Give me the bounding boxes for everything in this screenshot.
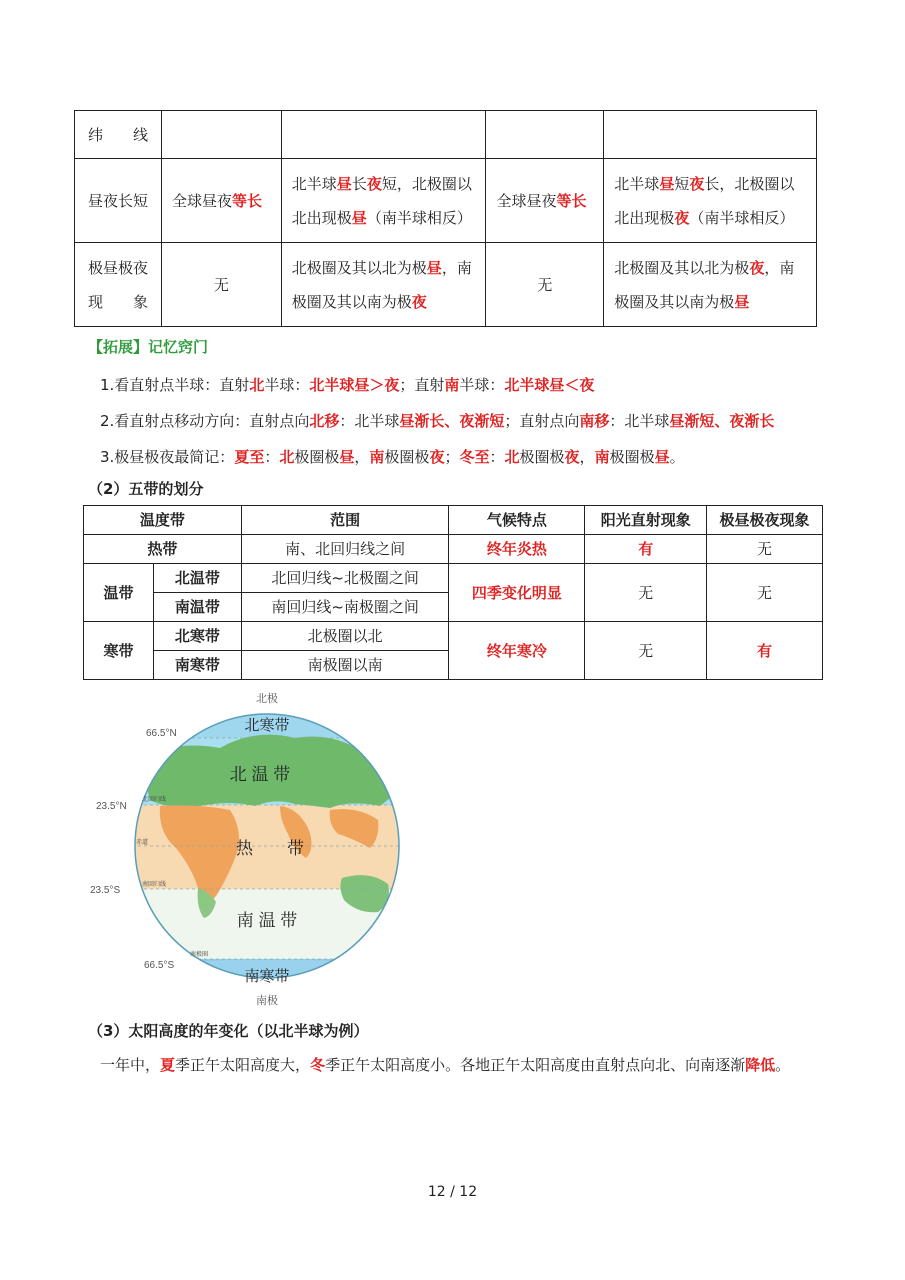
tip-text: 半球： <box>459 376 505 394</box>
para-text: 季正午太阳高度小。各地正午太阳高度由直射点向北、向南逐渐 <box>325 1056 746 1074</box>
tip-text: ： <box>489 448 505 466</box>
para-text: 。 <box>775 1056 791 1074</box>
cell-text: 北极圈及其以北为极 <box>614 258 750 277</box>
row-label-latitude <box>75 111 162 159</box>
highlight-text: 夜 <box>411 292 427 311</box>
cell-text: ，南极圈及其以南为极 <box>614 258 795 311</box>
table-cell <box>161 111 281 159</box>
five-zones-globe <box>80 688 440 1012</box>
table-cell <box>161 159 281 243</box>
tip-text: ， <box>579 448 595 466</box>
cell-text: 无 <box>537 275 553 294</box>
col-header: 范围 <box>241 506 449 535</box>
south-temperate-zone-label: 南 温 带 <box>236 911 298 930</box>
table-cell <box>161 243 281 327</box>
highlight-text: 北半球昼＜夜 <box>504 376 595 394</box>
highlight-text: 夜 <box>749 258 765 277</box>
cell-text: （南半球相反） <box>689 208 795 227</box>
page-number: 12 / 12 <box>427 1184 478 1200</box>
equator-label: 赤道 <box>136 840 149 846</box>
tip-line-2 <box>100 403 774 439</box>
table-cell <box>604 111 817 159</box>
tip-text: ；直射点向 <box>504 412 580 430</box>
cell-text: 短 <box>674 174 690 193</box>
cell-text: （南半球相反） <box>366 208 472 227</box>
table-row <box>75 159 817 243</box>
north-temperate-zone-label: 北 温 带 <box>229 765 291 784</box>
lat-235s-label: 23.5°S <box>90 885 121 896</box>
table-cell <box>604 243 817 327</box>
cell-text: 昼夜长短 <box>87 191 148 210</box>
solar-altitude-paragraph <box>100 1054 790 1075</box>
highlight-text: 夜 <box>674 208 690 227</box>
tip-text: 极圈极 <box>294 448 340 466</box>
cell-text: 无 <box>213 275 229 294</box>
zone-name: 热带 <box>84 535 242 564</box>
zone-range: 北回归线~北极圈之间 <box>241 564 449 593</box>
zone-range: 北极圈以北 <box>241 622 449 651</box>
zone-polar: 有 <box>707 622 823 680</box>
tip-text: 极圈极 <box>384 448 430 466</box>
tips-heading: 记忆窍门 <box>148 338 209 356</box>
lat-235n-label: 23.5°N <box>96 801 127 812</box>
highlight-text: 昼渐长、夜渐短 <box>399 412 505 430</box>
table-row <box>84 535 823 564</box>
highlight-text: 夜 <box>564 448 580 466</box>
table-cell <box>486 111 604 159</box>
tips-title <box>88 336 774 357</box>
cell-text: 全球昼夜 <box>171 191 232 210</box>
subzone-name: 北温带 <box>153 564 241 593</box>
highlight-text: 北 <box>249 376 265 394</box>
table-cell <box>486 159 604 243</box>
table-cell <box>281 111 486 159</box>
highlight-text: 夏至 <box>234 448 265 466</box>
tropic-south-label: 南回归线 <box>142 882 167 888</box>
highlight-text: 等长 <box>556 191 587 210</box>
highlight-text: 夜 <box>366 174 382 193</box>
table-row <box>84 564 823 593</box>
tip-line-3 <box>100 439 774 475</box>
highlight-text: 昼 <box>426 258 442 277</box>
highlight-text: 昼 <box>734 292 750 311</box>
table-cell <box>281 159 486 243</box>
tip-text: ： <box>264 448 280 466</box>
solstice-table <box>74 110 817 327</box>
cell-text: 长 <box>351 174 367 193</box>
zone-direct: 有 <box>585 535 707 564</box>
cell-text: 现 象 <box>87 292 148 311</box>
highlight-text: 北 <box>504 448 520 466</box>
south-pole-label: 南极 <box>256 995 278 1007</box>
highlight-text: 夜 <box>429 448 445 466</box>
subzone-name: 南温带 <box>153 593 241 622</box>
highlight-text: 南 <box>369 448 385 466</box>
cell-text: 北半球 <box>614 174 660 193</box>
section-heading-solar-altitude: （3）太阳高度的年变化（以北半球为例） <box>88 1022 369 1040</box>
highlight-text: 昼 <box>339 448 355 466</box>
zone-polar: 无 <box>707 564 823 622</box>
cell-text: 短，北极圈以北出现极 <box>291 174 472 227</box>
zone-name: 温带 <box>84 564 154 622</box>
hot-zone-label: 热 带 <box>236 839 304 858</box>
highlight-text: 北 <box>279 448 295 466</box>
tip-text: 半球： <box>264 376 310 394</box>
table-cell <box>486 243 604 327</box>
zone-name: 寒带 <box>84 622 154 680</box>
cell-text: 北半球 <box>291 174 337 193</box>
col-header: 温度带 <box>84 506 242 535</box>
highlight-text: 北移 <box>309 412 340 430</box>
highlight-text: 夏 <box>160 1056 176 1074</box>
table-cell <box>604 159 817 243</box>
highlight-text: 夜 <box>689 174 705 193</box>
tip-text: 极圈极 <box>609 448 655 466</box>
cell-text: 全球昼夜 <box>496 191 557 210</box>
highlight-text: 北半球昼＞夜 <box>309 376 400 394</box>
zone-range: 南极圈以南 <box>241 651 449 680</box>
tip-text: 3.极昼极夜最简记： <box>100 448 235 466</box>
zone-climate: 终年炎热 <box>449 535 585 564</box>
row-label-polar <box>75 243 162 327</box>
tip-text: 。 <box>669 448 685 466</box>
zone-range: 南回归线~南极圈之间 <box>241 593 449 622</box>
highlight-text: 昼 <box>659 174 675 193</box>
col-header: 气候特点 <box>449 506 585 535</box>
section-heading-five-zones: （2）五带的划分 <box>88 480 204 498</box>
cell-text: 长，北极圈以北出现极 <box>614 174 795 227</box>
tip-text: ：北半球 <box>609 412 670 430</box>
table-row <box>75 243 817 327</box>
zone-climate: 四季变化明显 <box>449 564 585 622</box>
north-cold-zone-label: 北寒带 <box>244 717 290 734</box>
highlight-text: 南 <box>444 376 460 394</box>
highlight-text: 南移 <box>579 412 610 430</box>
subzone-name: 北寒带 <box>153 622 241 651</box>
north-pole-label: 北极 <box>256 693 278 705</box>
row-label-day-night <box>75 159 162 243</box>
cell-text: ，南极圈及其以南为极 <box>291 258 472 311</box>
lat-665s-label: 66.5°S <box>144 960 175 971</box>
table-header-row <box>84 506 823 535</box>
cell-text: 北极圈及其以北为极 <box>291 258 427 277</box>
col-header: 阳光直射现象 <box>585 506 707 535</box>
tropic-north-label: 北回归线 <box>142 797 167 803</box>
tip-text: ：北半球 <box>339 412 400 430</box>
antarctic-circle-label: 南极圈 <box>190 952 209 958</box>
tip-line-1 <box>100 367 774 403</box>
highlight-text: 昼 <box>336 174 352 193</box>
zone-climate: 终年寒冷 <box>449 622 585 680</box>
highlight-text: 昼 <box>351 208 367 227</box>
memory-tips <box>88 336 774 475</box>
cell-text: 极昼极夜 <box>87 258 148 277</box>
highlight-text: 冬 <box>310 1056 326 1074</box>
highlight-text: 南 <box>594 448 610 466</box>
table-row <box>84 622 823 651</box>
zone-polar: 无 <box>707 535 823 564</box>
south-cold-zone-label: 南寒带 <box>244 968 290 985</box>
tips-tag: 【拓展】 <box>88 338 149 356</box>
tip-text: ； <box>444 448 460 466</box>
subzone-name: 南寒带 <box>153 651 241 680</box>
highlight-text: 降低 <box>745 1056 776 1074</box>
highlight-text: 昼渐短、夜渐长 <box>669 412 775 430</box>
tip-text: ；直射 <box>399 376 445 394</box>
lat-665n-label: 66.5°N <box>146 728 177 739</box>
zone-direct: 无 <box>585 622 707 680</box>
tip-text: ， <box>354 448 370 466</box>
zone-range: 南、北回归线之间 <box>241 535 449 564</box>
tip-text: 1.看直射点半球：直射 <box>100 376 250 394</box>
cell-text: 纬 线 <box>87 125 148 144</box>
para-text: 一年中， <box>100 1056 161 1074</box>
five-zones-table <box>83 505 823 680</box>
table-row <box>75 111 817 159</box>
highlight-text: 昼 <box>654 448 670 466</box>
highlight-text: 等长 <box>231 191 262 210</box>
highlight-text: 冬至 <box>459 448 490 466</box>
para-text: 季正午太阳高度大， <box>175 1056 311 1074</box>
col-header: 极昼极夜现象 <box>707 506 823 535</box>
tip-text: 2.看直射点移动方向：直射点向 <box>100 412 310 430</box>
tip-text: 极圈极 <box>519 448 565 466</box>
zone-direct: 无 <box>585 564 707 622</box>
table-cell <box>281 243 486 327</box>
